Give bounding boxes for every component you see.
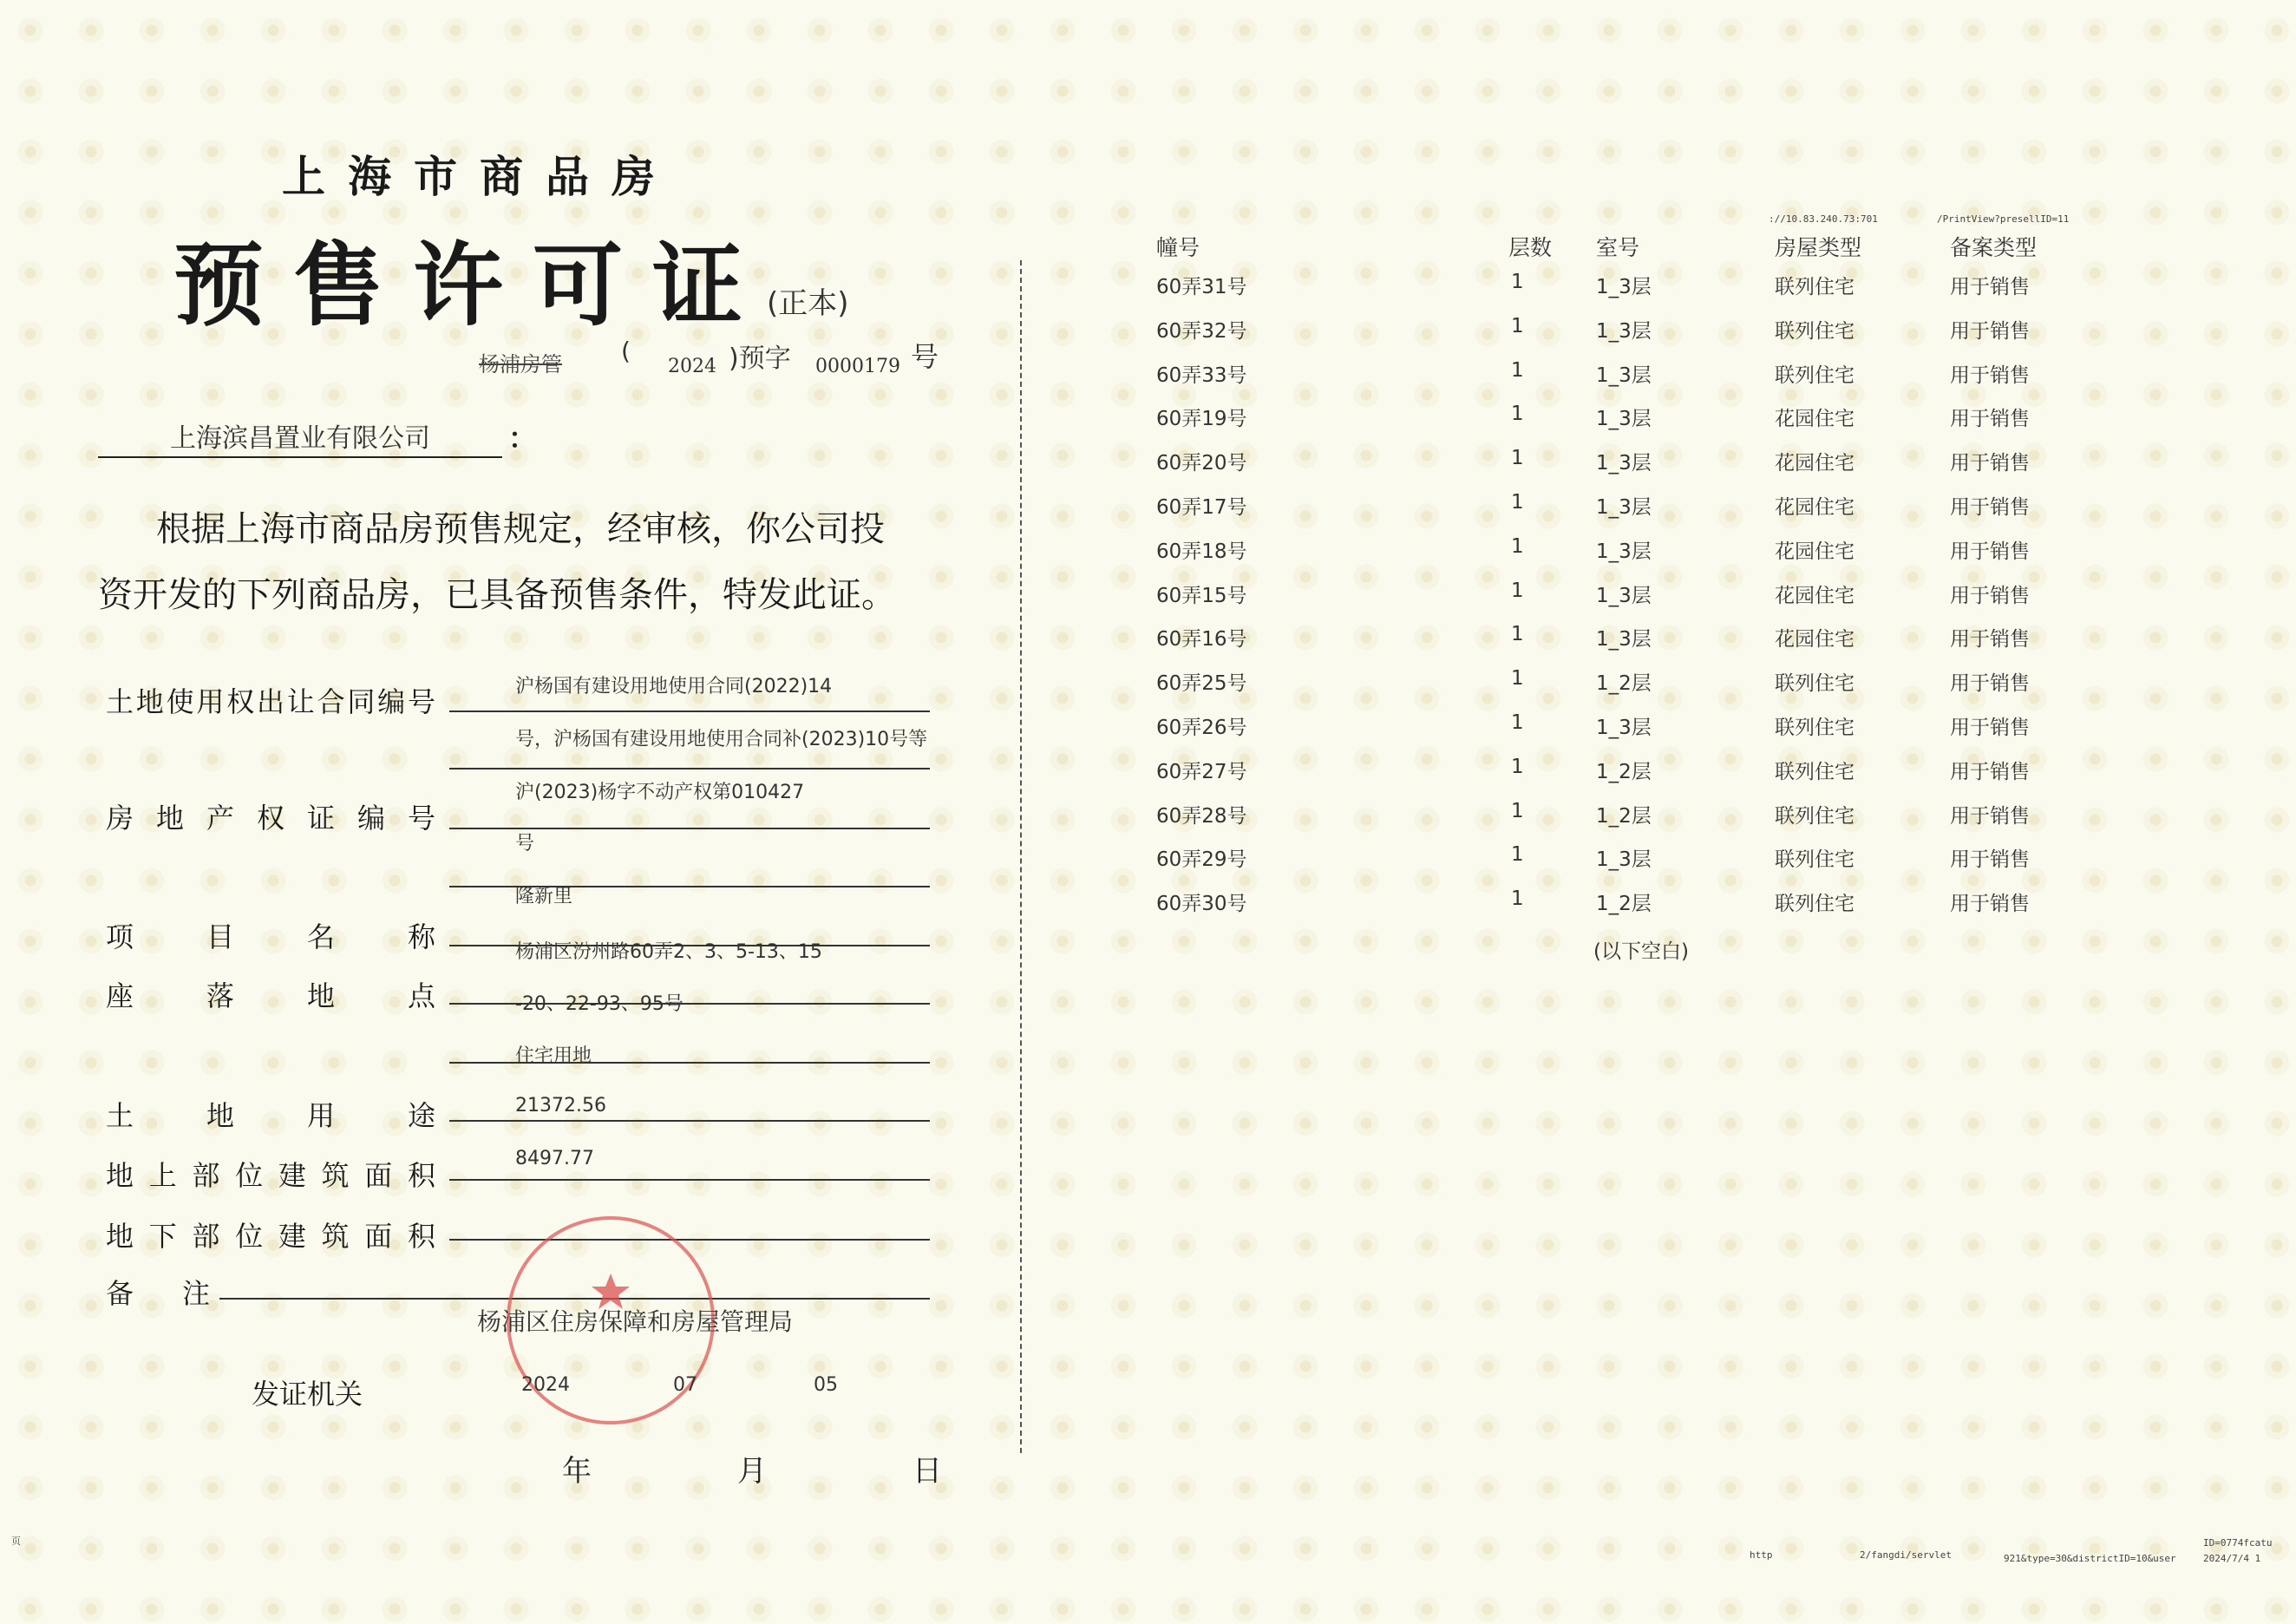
land-use-value: 住宅用地 [515, 1045, 592, 1067]
header-house-type: 房屋类型 [1775, 235, 1862, 260]
cell-house-type: 花园住宅 [1775, 540, 1854, 563]
label-text: 座落地点 [106, 979, 435, 1012]
cell-rooms: 1_2层 [1596, 760, 1652, 783]
page-divider [1020, 260, 1022, 1453]
label-above-ground-area [106, 1154, 435, 1192]
cell-building: 60弄30号 [1156, 893, 1247, 916]
underground-area-value: 8497.77 [515, 1148, 594, 1169]
label-text: 土地使用权出让合同编号 [106, 685, 435, 718]
certificate-title-line1: 上海市商品房 [282, 151, 677, 202]
year-unit: 年 [562, 1454, 592, 1489]
cell-rooms: 1_3层 [1596, 496, 1652, 519]
cell-house-type: 联列住宅 [1775, 893, 1854, 916]
cell-rooms: 1_2层 [1596, 893, 1652, 916]
label-land-use [106, 1094, 435, 1132]
body-text-line1: 根据上海市商品房预售规定，经审核，你公司投 [156, 509, 885, 549]
label-underground-area [106, 1215, 435, 1253]
cell-house-type: 联列住宅 [1775, 760, 1854, 783]
cell-floors: 1 [1511, 623, 1524, 646]
month-unit: 月 [737, 1454, 767, 1489]
cell-building: 60弄26号 [1156, 717, 1247, 739]
cell-rooms: 1_3层 [1596, 452, 1652, 475]
issue-day-value: 05 [814, 1374, 838, 1396]
issuer-label: 发证机关 [252, 1378, 363, 1411]
cell-filing-type: 用于销售 [1950, 804, 2030, 828]
cell-filing-type: 用于销售 [1950, 276, 2030, 298]
footer-date: 2024/7/4 1 [2203, 1553, 2261, 1564]
cell-filing-type: 用于销售 [1950, 319, 2030, 343]
cell-building: 60弄31号 [1156, 276, 1247, 298]
label-text: 土地用途 [106, 1099, 435, 1132]
label-remarks [106, 1272, 210, 1310]
issuer-name: 杨浦区住房保障和房屋管理局 [477, 1307, 794, 1336]
cell-house-type: 联列住宅 [1775, 848, 1854, 872]
print-url-fragment: /PrintView?presellID=11 [1937, 213, 2070, 225]
number-open-paren: ( [621, 337, 631, 365]
cell-house-type: 花园住宅 [1775, 496, 1854, 519]
cell-building: 60弄18号 [1156, 540, 1247, 563]
label-text: 房地产权证编号 [106, 802, 435, 835]
cell-building: 60弄15号 [1156, 584, 1247, 607]
cell-floors: 1 [1511, 447, 1524, 470]
cell-filing-type: 用于销售 [1950, 717, 2030, 739]
original-copy-mark: (正本) [767, 286, 849, 321]
footer-url-path: 2/fangdi/servlet [1860, 1549, 1952, 1561]
footer-page-mark: 页 [11, 1536, 21, 1547]
issue-month-value: 07 [673, 1374, 697, 1396]
cell-house-type: 联列住宅 [1775, 363, 1854, 387]
cell-house-type: 花园住宅 [1775, 408, 1854, 431]
location-value-1: 杨浦区汾州路60弄2、3、5-13、15 [515, 941, 822, 963]
table-end-note: (以下空白) [1593, 940, 1689, 963]
certificate-title-main: 预售许可证 [173, 232, 773, 338]
cell-house-type: 联列住宅 [1775, 276, 1854, 298]
header-floors: 层数 [1508, 235, 1553, 260]
cell-rooms: 1_3层 [1596, 628, 1652, 652]
field-underline [449, 768, 930, 769]
cell-rooms: 1_3层 [1596, 276, 1652, 298]
cell-rooms: 1_3层 [1596, 584, 1652, 607]
project-name-value: 隆新里 [515, 886, 573, 907]
body-text-line2: 资开发的下列商品房，已具备预售条件，特发此证。 [98, 575, 896, 615]
cell-building: 60弄20号 [1156, 452, 1247, 475]
label-land-contract [106, 680, 435, 718]
number-year: 2024 [668, 356, 716, 377]
footer-url-http: http [1750, 1549, 1773, 1561]
label-text: 地下部位建筑面积 [106, 1220, 435, 1253]
cell-rooms: 1_2层 [1596, 672, 1652, 696]
issue-year-value: 2024 [521, 1374, 570, 1396]
field-underline [449, 1239, 930, 1241]
cell-house-type: 联列住宅 [1775, 319, 1854, 343]
cell-floors: 1 [1511, 403, 1524, 426]
label-text: 项目名称 [106, 920, 435, 953]
cell-rooms: 1_3层 [1596, 408, 1652, 431]
cell-building: 60弄17号 [1156, 496, 1247, 519]
cell-floors: 1 [1511, 271, 1524, 293]
field-underline [449, 710, 930, 712]
cell-house-type: 联列住宅 [1775, 804, 1854, 828]
cell-rooms: 1_3层 [1596, 540, 1652, 563]
cell-building: 60弄33号 [1156, 363, 1247, 387]
cell-floors: 1 [1511, 314, 1524, 337]
label-text: 地上部位建筑面积 [106, 1159, 435, 1192]
cell-filing-type: 用于销售 [1950, 584, 2030, 607]
day-unit: 日 [913, 1454, 942, 1489]
header-rooms: 室号 [1596, 235, 1640, 260]
cell-rooms: 1_3层 [1596, 363, 1652, 387]
cell-rooms: 1_3层 [1596, 319, 1652, 343]
cell-rooms: 1_3层 [1596, 717, 1652, 739]
footer-id: ID=0774fcatu [2203, 1537, 2273, 1549]
authority-prefix: 杨浦房管 [479, 352, 562, 377]
cell-filing-type: 用于销售 [1950, 848, 2030, 872]
cell-filing-type: 用于销售 [1950, 540, 2030, 563]
cell-floors: 1 [1511, 534, 1524, 558]
cell-filing-type: 用于销售 [1950, 496, 2030, 519]
cell-filing-type: 用于销售 [1950, 760, 2030, 783]
cell-house-type: 花园住宅 [1775, 452, 1854, 475]
cell-building: 60弄27号 [1156, 760, 1247, 783]
above-ground-area-value: 21372.56 [515, 1095, 606, 1116]
header-building: 幢号 [1156, 235, 1200, 260]
cell-building: 60弄32号 [1156, 319, 1247, 343]
land-contract-value-2: 号，沪杨国有建设用地使用合同补(2023)10号等 [515, 729, 928, 750]
cell-floors: 1 [1511, 667, 1524, 691]
label-project-name [106, 915, 435, 953]
land-contract-value-1: 沪杨国有建设用地使用合同(2022)14 [515, 676, 833, 697]
cell-floors: 1 [1511, 755, 1524, 778]
cell-filing-type: 用于销售 [1950, 363, 2030, 387]
cell-rooms: 1_2层 [1596, 804, 1652, 828]
label-text: 备注 [106, 1277, 210, 1310]
header-filing-type: 备案类型 [1950, 235, 2038, 260]
property-cert-value-1: 沪(2023)杨字不动产权第010427 [515, 782, 805, 803]
number-serial: 0000179 [815, 356, 900, 377]
footer-url-query: 921&type=30&districtID=10&user [2004, 1553, 2176, 1564]
cell-house-type: 联列住宅 [1775, 672, 1854, 696]
field-underline [449, 1120, 930, 1122]
cell-building: 60弄19号 [1156, 408, 1247, 431]
field-underline [449, 1179, 930, 1181]
cell-building: 60弄29号 [1156, 848, 1247, 872]
number-suffix: 号 [911, 340, 939, 373]
print-url-fragment: ://10.83.240.73:701 [1769, 213, 1878, 225]
cell-filing-type: 用于销售 [1950, 452, 2030, 475]
company-colon: ： [508, 422, 537, 455]
cell-floors: 1 [1511, 843, 1524, 867]
cell-filing-type: 用于销售 [1950, 672, 2030, 696]
cell-house-type: 联列住宅 [1775, 717, 1854, 739]
cell-rooms: 1_3层 [1596, 848, 1652, 872]
location-value-2: -20、22-93、95号 [515, 993, 684, 1015]
cell-floors: 1 [1511, 799, 1524, 822]
company-name: 上海滨昌置业有限公司 [98, 416, 502, 458]
cell-building: 60弄16号 [1156, 628, 1247, 652]
cell-floors: 1 [1511, 887, 1524, 911]
cell-floors: 1 [1511, 491, 1524, 514]
number-word: )预字 [729, 344, 791, 374]
label-location [106, 974, 435, 1012]
cell-house-type: 花园住宅 [1775, 584, 1854, 607]
cell-building: 60弄28号 [1156, 804, 1247, 828]
property-cert-value-2: 号 [515, 833, 535, 855]
cell-floors: 1 [1511, 711, 1524, 734]
cell-filing-type: 用于销售 [1950, 408, 2030, 431]
cell-filing-type: 用于销售 [1950, 893, 2030, 916]
cell-floors: 1 [1511, 358, 1524, 382]
cell-filing-type: 用于销售 [1950, 628, 2030, 652]
label-property-cert [106, 796, 435, 835]
cell-floors: 1 [1511, 579, 1524, 602]
cell-building: 60弄25号 [1156, 672, 1247, 696]
cell-house-type: 花园住宅 [1775, 628, 1854, 652]
